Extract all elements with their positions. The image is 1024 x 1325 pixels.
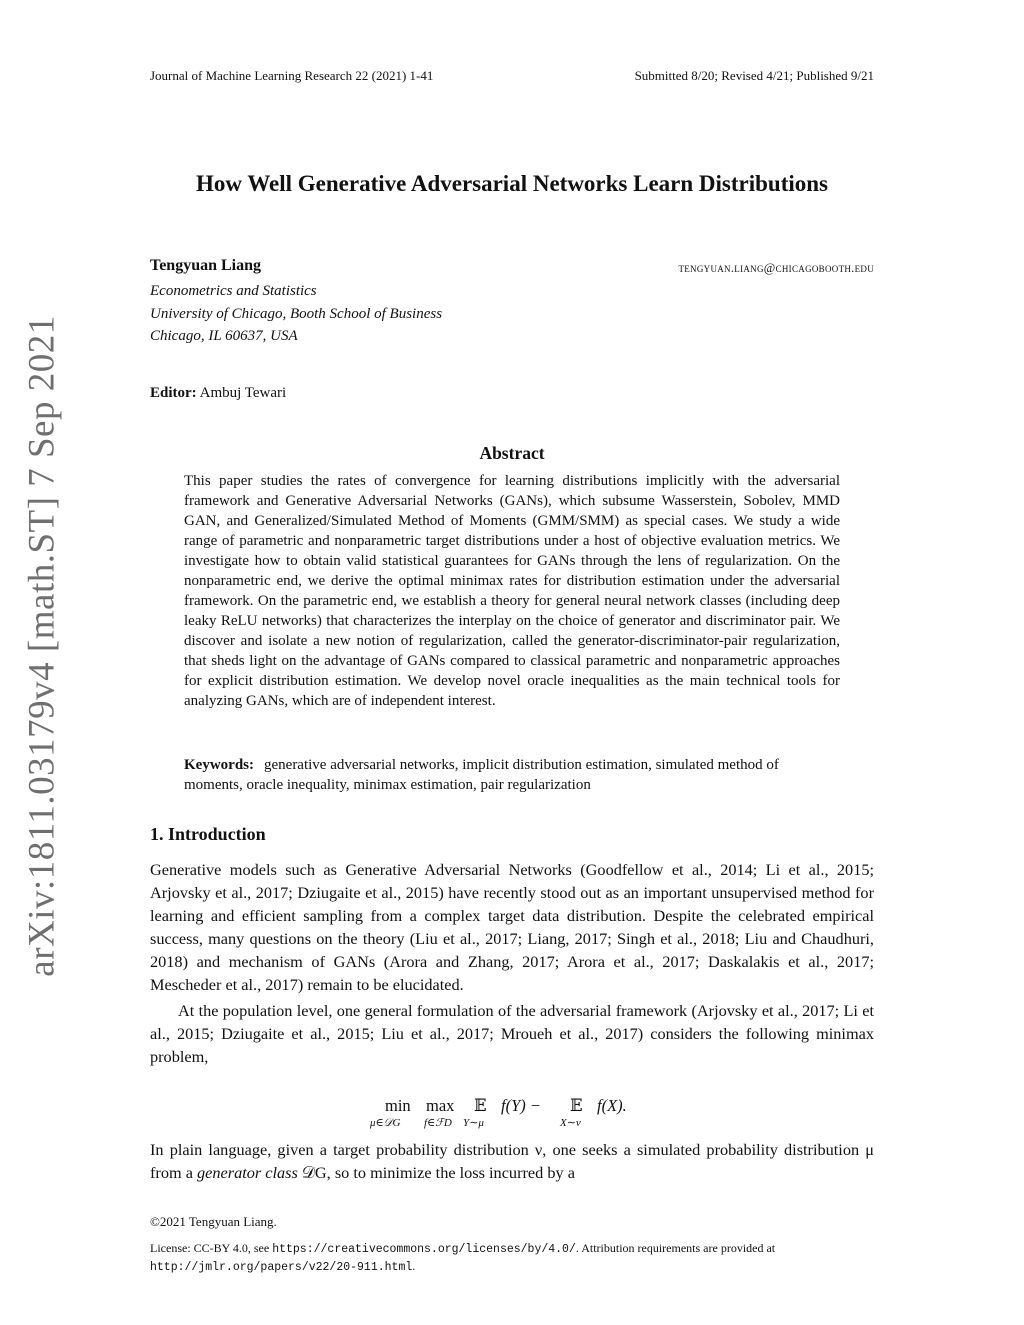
paragraph xyxy=(150,1138,874,1184)
introduction-body xyxy=(150,858,874,1068)
journal-citation: Journal of Machine Learning Research 22 (2021) 1-41 xyxy=(150,68,434,83)
license-link[interactable]: https://creativecommons.org/licenses/by/4.0/ xyxy=(272,1243,576,1256)
text-run: . Attribution requirements are provided at xyxy=(575,1241,776,1255)
paragraph: Generative models such as Generative Adversarial Networks (Goodfellow et al., 2014; Li et al., 2015; Arjovsky et al., 2017; Dziugaite et al., 2015) have recently stood out as an important unsupervised method for learning and efficient sampling from a complex target data distribution. Despite the celebrated empirical success, many questions on the theory (Liu et al., 2017; Liang, 2017; Singh et al., 2018; Liu and Chaudhuri, 2018) and mechanism of GANs (Arora and Zhang, 2017; Arora et al., 2017; Daskalakis et al., 2017; Mescheder et al., 2017) remain to be elucidated. xyxy=(150,860,874,994)
arxiv-side-stamp: arXiv:1811.03179v4 [math.ST] 7 Sep 2021 xyxy=(21,315,63,977)
paragraph: At the population level, one general formulation of the adversarial framework (Arjovsky et al., 2017; Li et al., 2015; Dziugaite et al., 2015; Liu et al., 2017; Mroueh et al., 2017) considers the following minimax problem, xyxy=(150,1001,874,1066)
author-affiliation xyxy=(150,280,442,348)
minimax-equation xyxy=(0,1096,1024,1132)
eq-min: min xyxy=(385,1096,411,1115)
eq-max: max xyxy=(426,1096,455,1115)
abstract-heading: Abstract xyxy=(479,443,545,463)
eq-expectation-sub: Y∼μ xyxy=(463,1117,484,1129)
keywords-label: Keywords: xyxy=(184,757,254,773)
eq-expectation-sub: X∼ν xyxy=(560,1117,581,1129)
eq-term: f(X). xyxy=(597,1096,627,1115)
copyright-notice: ©2021 Tengyuan Liang. xyxy=(150,1214,277,1229)
license-notice xyxy=(150,1240,874,1276)
text-run: . xyxy=(412,1259,416,1273)
paper-title: How Well Generative Adversarial Networks Learn Distributions xyxy=(195,171,829,196)
editor-label: Editor: xyxy=(150,385,197,401)
keywords xyxy=(184,755,840,795)
text-run: 𝒟G, so to minimize the loss incurred by a xyxy=(297,1163,575,1182)
running-header xyxy=(150,68,874,84)
paper-link[interactable]: http://jmlr.org/papers/v22/20-911.html xyxy=(150,1261,413,1274)
publication-dates: Submitted 8/20; Revised 4/21; Published 9/21 xyxy=(634,68,874,83)
author-email[interactable]: tengyuan.liang@chicagobooth.edu xyxy=(678,261,874,275)
editor-line xyxy=(150,385,286,402)
affiliation-line: Chicago, IL 60637, USA xyxy=(150,328,298,344)
text-run: In plain language, given a target probability distribution ν, one seeks a simulated probability distribution μ from a xyxy=(150,1140,874,1182)
text-run: License: CC-BY 4.0, see xyxy=(150,1241,273,1255)
eq-min-sub: μ∈𝒟G xyxy=(370,1117,401,1129)
emphasis: generator class xyxy=(197,1163,298,1182)
eq-expectation: 𝔼 xyxy=(474,1096,487,1115)
eq-max-sub: f∈ℱD xyxy=(424,1117,452,1129)
affiliation-line: Econometrics and Statistics xyxy=(150,283,317,299)
editor-name: Ambuj Tewari xyxy=(199,385,287,401)
author-name: Tengyuan Liang xyxy=(150,257,262,274)
eq-expectation: 𝔼 xyxy=(570,1096,583,1115)
keywords-list: generative adversarial networks, implicit distribution estimation, simulated method of moments, oracle inequality, minimax estimation, pair regularization xyxy=(184,757,779,793)
affiliation-line: University of Chicago, Booth School of Business xyxy=(150,305,443,322)
abstract-text: This paper studies the rates of convergence for learning distributions implicitly with the adversarial framework and Generative Adversarial Networks (GANs), which subsume Wasserstein, Sobolev, MMD GAN, and Generalized/Simulated Method of Moments (GMM/SMM) as special cases. We study a wide range of parametric and nonparametric target distributions under a host of objective evaluation metrics. We investigate how to obtain valid statistical guarantees for GANs through the lens of regularization. On the nonparametric end, we derive the optimal minimax rates for distribution estimation under the adversarial framework. On the parametric end, we establish a theory for general neural network classes (including deep leaky ReLU networks) that characterizes the interplay on the choice of generator and discriminator pair. We discover and isolate a new notion of regularization, called the generator-discriminator-pair regularization, that sheds light on the advantage of GANs compared to classical parametric and nonparametric approaches for explicit distribution estimation. We develop novel oracle inequalities as the main technical tools for analyzing GANs, which are of independent interest. xyxy=(184,473,840,709)
section-heading-introduction: 1. Introduction xyxy=(150,824,266,844)
eq-term: f(Y) − xyxy=(501,1096,542,1115)
